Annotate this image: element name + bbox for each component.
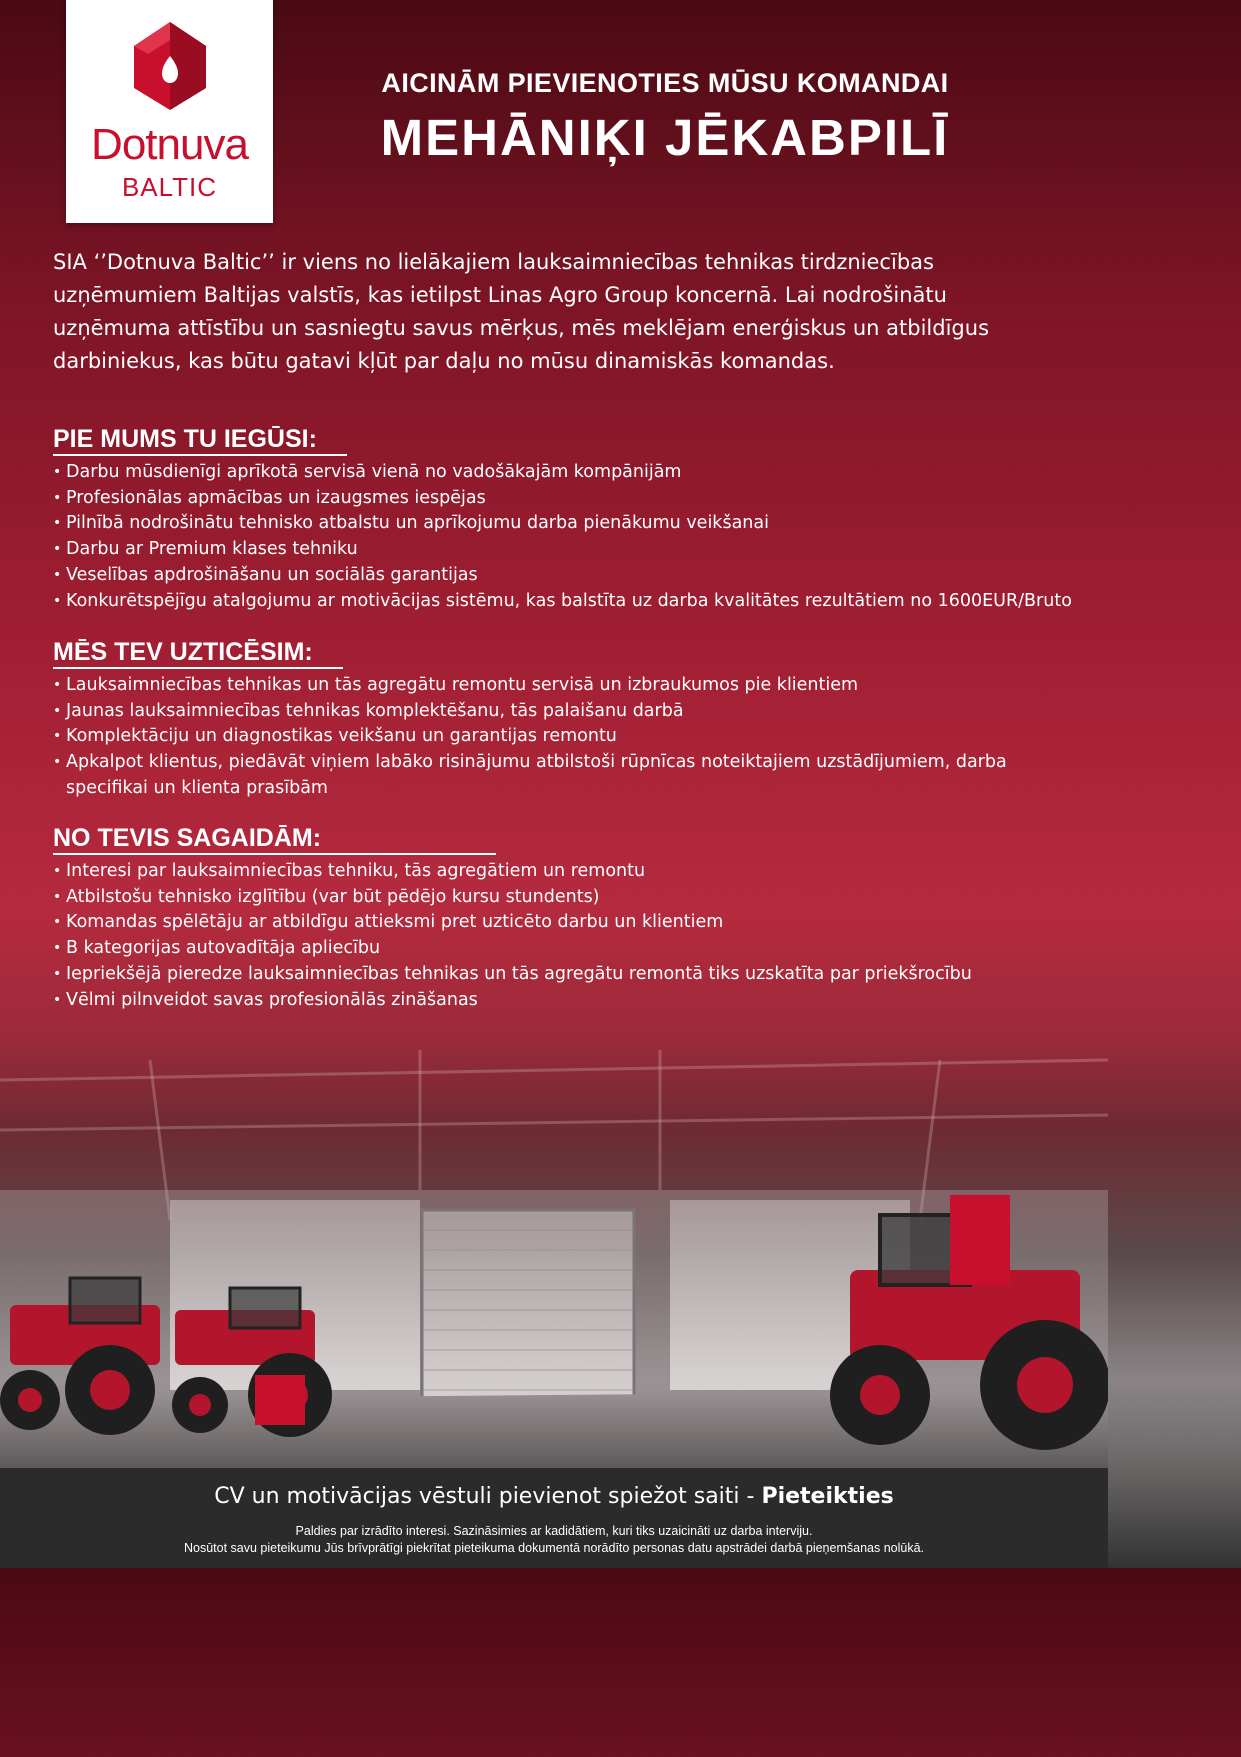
list-item: • Darbu mūsdienīgi aprīkotā servisā vienā no vadošākajām kompānijām [53, 460, 1072, 486]
duties-heading: MĒS TEV UZTICĒSIM: [53, 637, 343, 669]
list-item: • Vēlmi pilnveidot savas profesionālās zināšanas [53, 988, 972, 1014]
logo-brand-text: Dotnuva [91, 120, 248, 169]
footer [0, 1468, 1108, 1568]
benefits-section [53, 424, 1072, 614]
duties-section [53, 637, 1046, 802]
cta-line [0, 1484, 1108, 1509]
list-item: • Jaunas lauksaimniecības tehnikas komplektēšanu, tās palaišanu darbā [53, 699, 1046, 725]
privacy-note: Nosūtot savu pieteikumu Jūs brīvprātīgi piekrītat pieteikuma dokumentā norādīto personas datu apstrādei darbā pieņemšanas nolūkā. [183, 1541, 924, 1555]
duties-list [53, 673, 1046, 802]
intro-paragraph: SIA ‘’Dotnuva Baltic’’ ir viens no lielākajiem lauksaimniecības tehnikas tirdzniecības uzņēmumiem Baltijas valstīs, kas ietilpst Linas Agro Group koncernā. Lai nodrošinātu uzņēmuma attīstību un sasniegtu savus mērķus, mēs meklējam enerģiskus un atbildīgus darbiniekus, kas būtu gatavi kļūt par daļu no mūsu dinamiskās komandas. [53, 250, 990, 373]
cta-text: CV un motivācijas vēstuli pievienot spiežot saiti - [214, 1484, 762, 1509]
list-item: • Apkalpot klientus, piedāvāt viņiem labāko risinājumu atbilstoši rūpnīcas noteiktajiem uzstādījumiem, darba specifikai un klienta prasībām [53, 750, 1046, 801]
list-item: • Komandas spēlētāju ar atbildīgu attieksmi pret uzticēto darbu un klientiem [53, 910, 972, 936]
list-item: • Konkurētspējīgu atalgojumu ar motivācijas sistēmu, kas balstīta uz darba kvalitātes rezultātiem no 1600EUR/Bruto [53, 589, 1072, 615]
list-item: • Iepriekšējā pieredze lauksaimniecības tehnikas un tās agregātu remontā tiks uzskatīta par priekšrocību [53, 962, 972, 988]
list-item: • Darbu ar Premium klases tehniku [53, 537, 1072, 563]
benefits-list [53, 460, 1072, 614]
page-title: MEHĀNIĶI JĒKABPILĪ [380, 109, 950, 166]
list-item: • Atbilstošu tehnisko izglītību (var būt pēdējo kursu stundents) [53, 885, 972, 911]
company-logo [66, 0, 273, 223]
list-item: • Interesi par lauksaimniecības tehniku, tās agregātiem un remontu [53, 859, 972, 885]
requirements-heading: NO TEVIS SAGAIDĀM: [53, 823, 496, 855]
list-item: • Pilnībā nodrošinātu tehnisko atbalstu un aprīkojumu darba pienākumu veikšanai [53, 511, 1072, 537]
list-item: • B kategorijas autovadītāja apliecību [53, 936, 972, 962]
requirements-section [53, 823, 972, 1013]
thanks-note: Paldies par izrādīto interesi. Sazināsimies ar kadidātiem, kuri tiks uzaicināti uz darba interviju. [295, 1524, 813, 1538]
header-kicker: AICINĀM PIEVIENOTIES MŪSU KOMANDAI [381, 68, 949, 98]
benefits-heading: PIE MUMS TU IEGŪSI: [53, 424, 347, 456]
requirements-list [53, 859, 972, 1013]
garage-photo [0, 1020, 1108, 1468]
logo-sub-text: BALTIC [121, 172, 218, 202]
list-item: • Profesionālas apmācības un izaugsmes iespējas [53, 486, 1072, 512]
logo-mark-icon [132, 20, 208, 112]
list-item: • Komplektāciju un diagnostikas veikšanu un garantijas remontu [53, 724, 1046, 750]
apply-link[interactable]: Pieteikties [761, 1484, 894, 1509]
list-item: • Veselības apdrošināšanu un sociālās garantijas [53, 563, 1072, 589]
list-item: • Lauksaimniecības tehnikas un tās agregātu remontu servisā un izbraukumos pie klientiem [53, 673, 1046, 699]
